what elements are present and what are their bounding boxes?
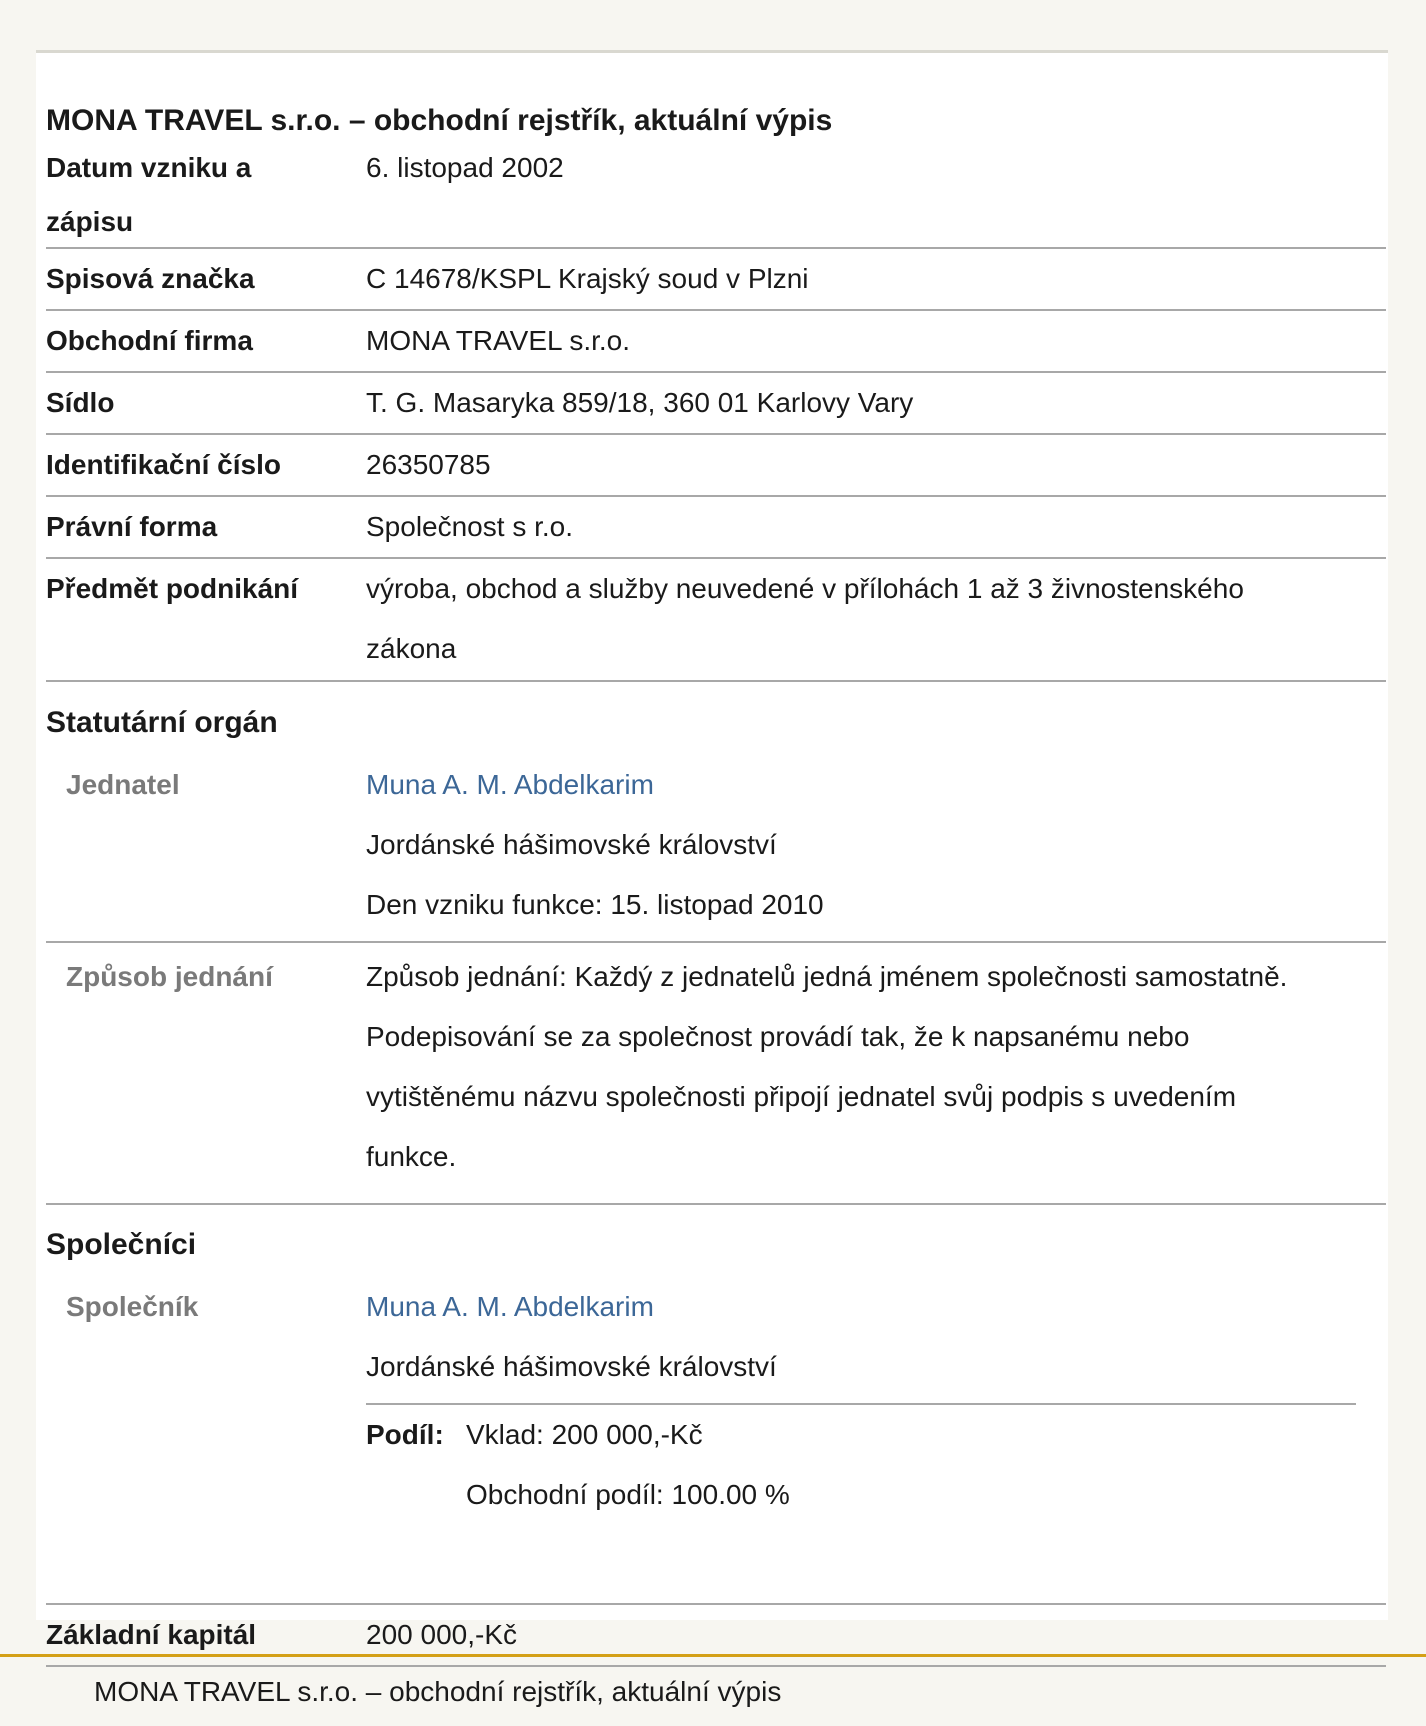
label-line: zápisu [46,206,134,237]
row-predmet-podnikani [46,559,1386,682]
vklad-value: Vklad: 200 000,-Kč [466,1419,703,1450]
value-line: funkce. [366,1141,457,1172]
row-value: T. G. Masaryka 859/18, 360 01 Karlovy Vary [366,387,914,418]
person-link[interactable]: Muna A. M. Abdelkarim [366,1291,654,1322]
row-jednatel [46,755,1386,943]
row-pravni-forma [46,497,1386,559]
row-label: Základní kapitál [46,1619,257,1650]
person-link[interactable]: Muna A. M. Abdelkarim [366,769,654,800]
value-line: Podepisování se za společnost provádí tak, že k napsanému nebo [366,1021,1190,1052]
value-line: vytištěnému názvu společnosti připojí jednatel svůj podpis s uvedením [366,1081,1237,1112]
page-title: MONA TRAVEL s.r.o. – obchodní rejstřík, aktuální výpis [46,104,833,137]
footer-divider [0,1654,1426,1657]
row-label [46,138,346,252]
row-value: 6. listopad 2002 [366,152,564,183]
label-line: Datum vzniku a [46,152,252,183]
row-label: Právní forma [46,511,218,542]
row-spisova-znacka [46,249,1386,311]
row-zakladni-kapital [46,1605,1386,1667]
section-statutarni-organ: Statutární orgán [46,706,278,739]
person-country: Jordánské hášimovské království [366,1351,777,1382]
row-value [366,559,1366,679]
row-value: 26350785 [366,449,491,480]
row-value: MONA TRAVEL s.r.o. [366,325,631,356]
row-value: Společnost s r.o. [366,511,574,542]
row-sidlo [46,373,1386,435]
footer-title: MONA TRAVEL s.r.o. – obchodní rejstřík, aktuální výpis [94,1676,782,1707]
person-country: Jordánské hášimovské království [366,829,777,860]
row-label: Sídlo [46,387,115,418]
value-line: Způsob jednání: Každý z jednatelů jedná jménem společnosti samostatně. [366,961,1288,992]
row-zpusob-jednani [46,943,1386,1205]
row-value: C 14678/KSPL Krajský soud v Plzni [366,263,809,294]
row-value [366,755,1366,935]
row-sublabel: Jednatel [66,769,180,800]
obchodni-podil-value: Obchodní podíl: 100.00 % [466,1479,790,1510]
row-identifikacni-cislo [46,435,1386,497]
row-value [366,1277,1366,1397]
row-value: 200 000,-Kč [366,1619,517,1650]
share-block [366,1403,1356,1603]
row-sublabel: Společník [66,1291,199,1322]
section-spolecnici: Společníci [46,1228,197,1261]
row-obchodni-firma [46,311,1386,373]
row-sublabel: Způsob jednání [66,961,273,992]
row-datum-vzniku [46,138,1386,249]
row-value [366,947,1366,1187]
row-label: Identifikační číslo [46,449,281,480]
row-spolecnik [46,1277,1386,1605]
register-card [36,50,1388,1650]
share-values [466,1405,790,1525]
value-line: výroba, obchod a služby neuvedené v přílohách 1 až 3 živnostenského [366,573,1244,604]
row-label: Obchodní firma [46,325,253,356]
row-label: Spisová značka [46,263,255,294]
function-since: Den vzniku funkce: 15. listopad 2010 [366,889,824,920]
row-label: Předmět podnikání [46,573,299,604]
share-label: Podíl: [366,1419,444,1450]
value-line: zákona [366,633,457,664]
